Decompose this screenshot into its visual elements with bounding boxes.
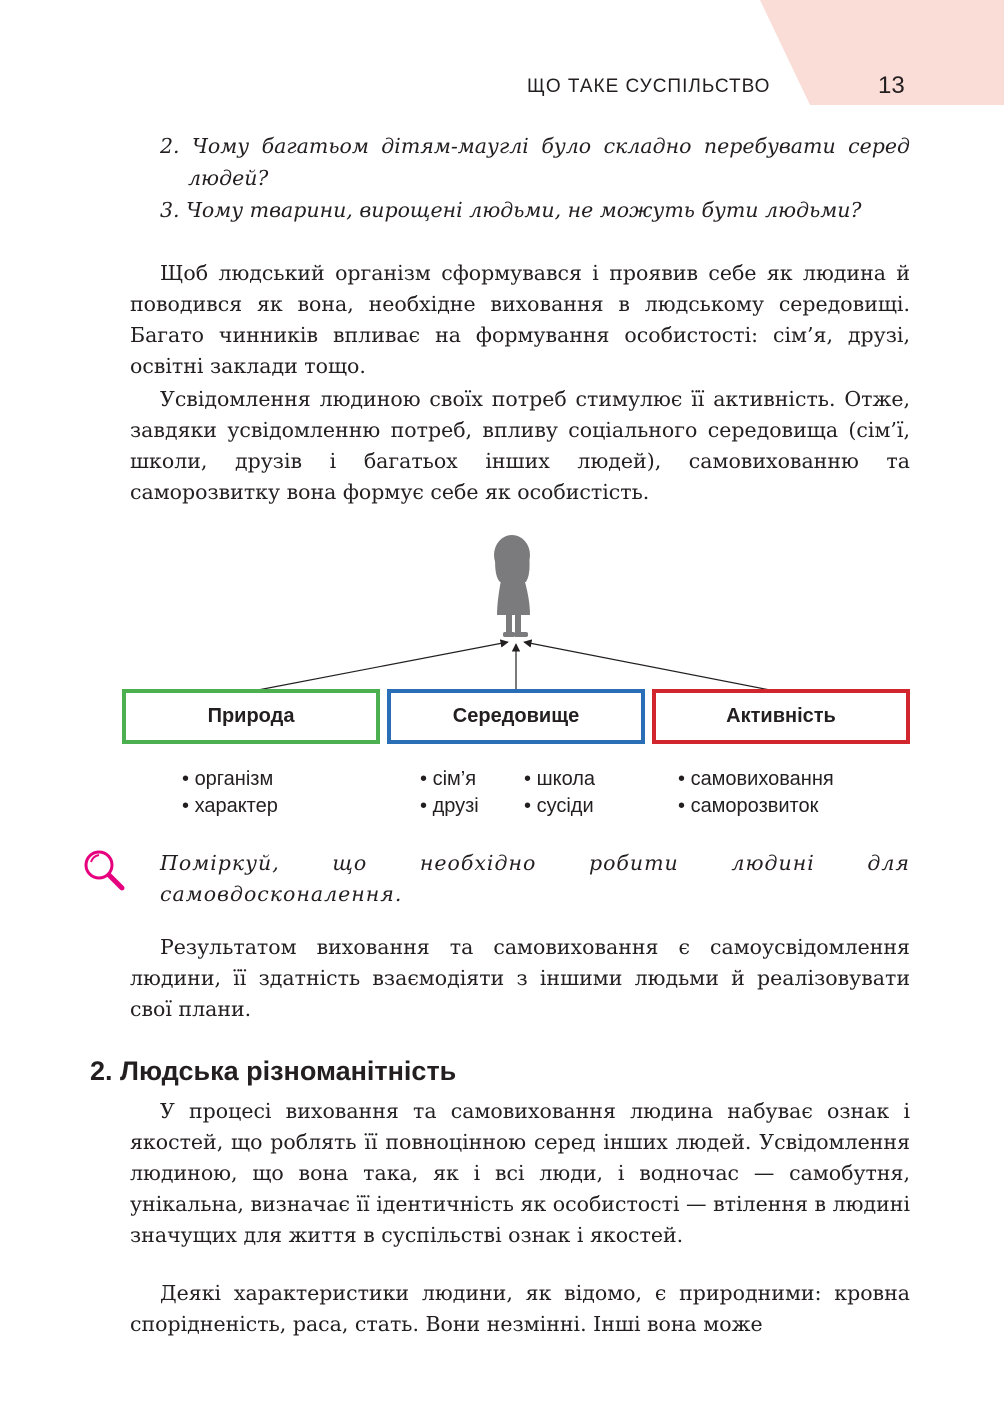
box-environment-label: Середовище	[452, 705, 580, 727]
header-corner-decoration	[0, 0, 1004, 110]
bullet-item: • сім’я	[420, 766, 479, 793]
section-heading: 2. Людська різноманітність	[90, 1056, 457, 1086]
magnifier-icon	[82, 848, 126, 892]
question-list	[160, 130, 910, 226]
environment-bullets-col1	[420, 766, 479, 820]
paragraph-result: Результатом виховання та самовиховання є самоусвідомлення людини, її здатність взаємодіяти з іншими людьми й реалізовувати свої плани.	[130, 935, 910, 1021]
environment-bullets-col2	[524, 766, 595, 820]
bullet-item: • організм	[182, 766, 278, 793]
question-2: 2. Чому багатьом дітям-мауглі було складно перебувати серед людей?	[160, 134, 910, 190]
paragraph-identity: У процесі виховання та самовиховання людина набуває ознак і якостей, що роблять її повноцінною серед інших людей. Усвідомлення людиною, що вона така, як і всі люди, і водночас — самобутня, унікальна, визначає її ідентичність як особистості — втілення в людині значущих для життя в суспільстві ознак і якостей.	[130, 1099, 910, 1247]
paragraph-upbringing: Щоб людський організм сформувався і проявив себе як людина й поводився як вона, необхідне виховання в людському середовищі. Багато чинників впливає на формування особистості: сім’я, друзі, освітні заклади тощо.	[130, 261, 910, 378]
running-title: ЩО ТАКЕ СУСПІЛЬСТВО	[527, 76, 771, 97]
nature-bullets	[182, 766, 278, 820]
box-nature	[122, 689, 380, 744]
box-environment	[387, 689, 645, 744]
box-activity	[652, 689, 910, 744]
bullet-item: • характер	[182, 793, 278, 820]
bullet-item: • саморозвиток	[678, 793, 834, 820]
paragraph-characteristics: Деякі характеристики людини, як відомо, є природними: кровна спорідненість, раса, стать. Вони незмінні. Інші вона може	[130, 1281, 910, 1336]
think-prompt: Поміркуй, що необхідно робити людині для самовдосконалення.	[160, 851, 910, 906]
child-silhouette-icon	[494, 535, 530, 637]
activity-bullets	[678, 766, 834, 820]
bullet-item: • самовиховання	[678, 766, 834, 793]
question-3: 3. Чому тварини, вирощені людьми, не можуть бути людьми?	[160, 198, 862, 222]
box-nature-label: Природа	[207, 705, 295, 727]
box-activity-label: Активність	[726, 705, 836, 727]
page-number: 13	[878, 72, 905, 99]
bullet-item: • друзі	[420, 793, 479, 820]
bullet-item: • сусіди	[524, 793, 595, 820]
bullet-item: • школа	[524, 766, 595, 793]
paragraph-needs: Усвідомлення людиною своїх потреб стимулює її активність. Отже, завдяки усвідомленню потреб, впливу соціального середовища (сім’ї, школи, друзів і багатьох інших людей), самовихованню та саморозвитку вона формує себе як особистість.	[130, 387, 910, 504]
